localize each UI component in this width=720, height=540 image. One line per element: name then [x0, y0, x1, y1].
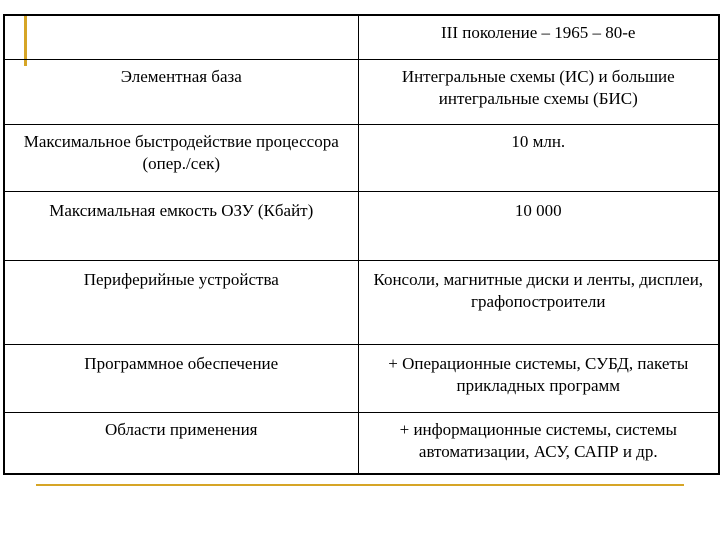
table-row [4, 60, 719, 125]
row-label: Элементная база [4, 60, 358, 125]
decorative-bottom-line [36, 484, 684, 486]
row-label: Максимальная емкость ОЗУ (Кбайт) [4, 192, 358, 261]
row-label: Области применения [4, 413, 358, 475]
row-value: + Операционные системы, СУБД, пакеты прикладных программ [358, 345, 719, 413]
table-row [4, 125, 719, 192]
header-empty-cell [4, 15, 358, 60]
row-label: Программное обеспечение [4, 345, 358, 413]
table-row [4, 413, 719, 475]
row-value: + информационные системы, системы автоматизации, АСУ, САПР и др. [358, 413, 719, 475]
table-row [4, 261, 719, 345]
row-value: Консоли, магнитные диски и ленты, дисплеи, графопостроители [358, 261, 719, 345]
row-value: 10 000 [358, 192, 719, 261]
row-label: Максимальное быстродействие процессора (опер./сек) [4, 125, 358, 192]
table-row [4, 192, 719, 261]
header-generation-cell: III поколение – 1965 – 80-е [358, 15, 719, 60]
row-label: Периферийные устройства [4, 261, 358, 345]
table-header-row [4, 15, 719, 60]
table-row [4, 345, 719, 413]
row-value: 10 млн. [358, 125, 719, 192]
row-value: Интегральные схемы (ИС) и большие интегральные схемы (БИС) [358, 60, 719, 125]
generations-table [3, 14, 720, 475]
